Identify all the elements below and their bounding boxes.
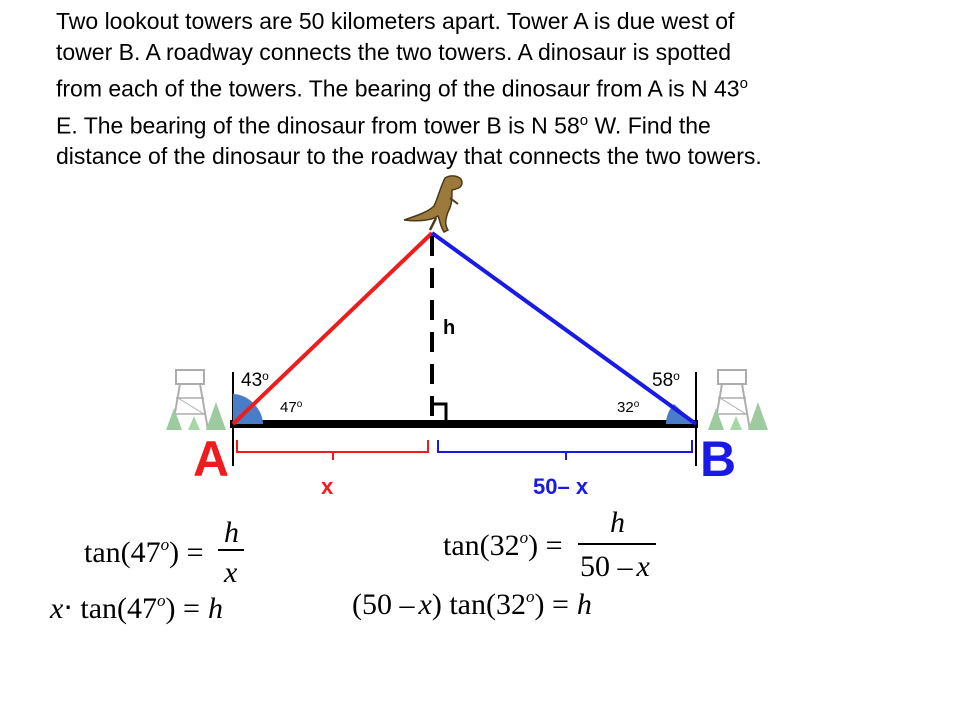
degree-sup: o [296,399,303,410]
equation-1 [84,516,244,589]
equation-3 [49,591,223,625]
degree-sup: o [157,591,166,610]
svg-text:(50 –x) tan(32o) =h [352,587,592,621]
degree-sup: o [262,369,269,383]
equation-2 [443,506,656,583]
problem-line-1: Two lookout towers are 50 kilometers apart. Tower A is due west of [56,8,735,34]
dinosaur-icon [404,176,462,232]
degree-sup: o [525,587,535,606]
line-a-to-dinosaur [233,233,432,424]
eq2-lhs-close: ) = [528,529,563,562]
eq2-lhs: tan(32 [443,529,520,562]
eq3-h: h [207,592,223,625]
svg-text:tan(47o) = [84,535,204,569]
eq4-open: (50 – [352,588,415,621]
angle-b-bearing-label [652,369,680,391]
angle-a-base-value: 47 [280,399,297,416]
degree-sup: o [519,528,529,547]
eq4-close: ) = [534,588,569,621]
eq1-denominator: x [224,556,238,589]
angle-b-base-value: 32 [617,399,634,416]
eq2-den-a: 50 – [580,550,633,583]
svg-text:50 –x [580,550,651,583]
degree-sup: o [633,399,640,410]
segment-x-label: x [321,474,334,499]
eq1-lhs: tan(47 [84,536,161,569]
degree-sup: o [160,535,170,554]
lookout-tower-icon [166,370,226,430]
problem-line-4-tail: W. Find the [588,112,711,139]
equation-4 [352,587,592,621]
problem-line-2: tower B. A roadway connects the two towers. A dinosaur is spotted [56,39,732,65]
eq4-rest: ) tan(32 [431,588,526,621]
problem-line-3-text: from each of the towers. The bearing of the dinosaur from A is N 43 [56,75,740,102]
angle-b-base-label [617,399,640,416]
eq1-numerator: h [224,516,239,549]
degree-sup: o [579,111,589,129]
angle-a-base-label [280,399,303,416]
angle-a-bearing-label [241,369,269,391]
eq4-h: h [576,588,592,621]
eq2-den-b: x [636,550,650,583]
eq3-rest: ⋅ tan(47 [63,592,158,625]
segment-50-minus-x-label: 50– x [533,474,589,499]
svg-text:x⋅ tan(47o) =h [49,591,223,625]
brace-right [438,440,692,460]
tower-b-label: B [700,431,737,487]
degree-sup: o [673,369,680,383]
eq3-x: x [50,592,64,625]
line-b-to-dinosaur [432,233,696,424]
tower-a-label: A [193,431,230,487]
lookout-tower-icon [708,370,768,430]
problem-line-5: distance of the dinosaur to the roadway that connects the two towers. [56,143,762,170]
height-label: h [443,317,456,339]
angle-b-bearing-value: 58 [652,370,674,391]
eq4-x: x [418,588,432,621]
right-angle-marker [432,404,446,422]
eq1-lhs-close: ) = [169,536,204,569]
svg-text:tan(32o) = [443,528,563,562]
eq2-numerator: h [610,506,625,539]
degree-sup: o [739,75,748,92]
angle-a-bearing-value: 43 [241,370,263,391]
problem-line-4-text: E. The bearing of the dinosaur from tower B is N 58 [56,112,580,139]
eq3-close: ) = [165,592,200,625]
brace-left [237,440,428,460]
